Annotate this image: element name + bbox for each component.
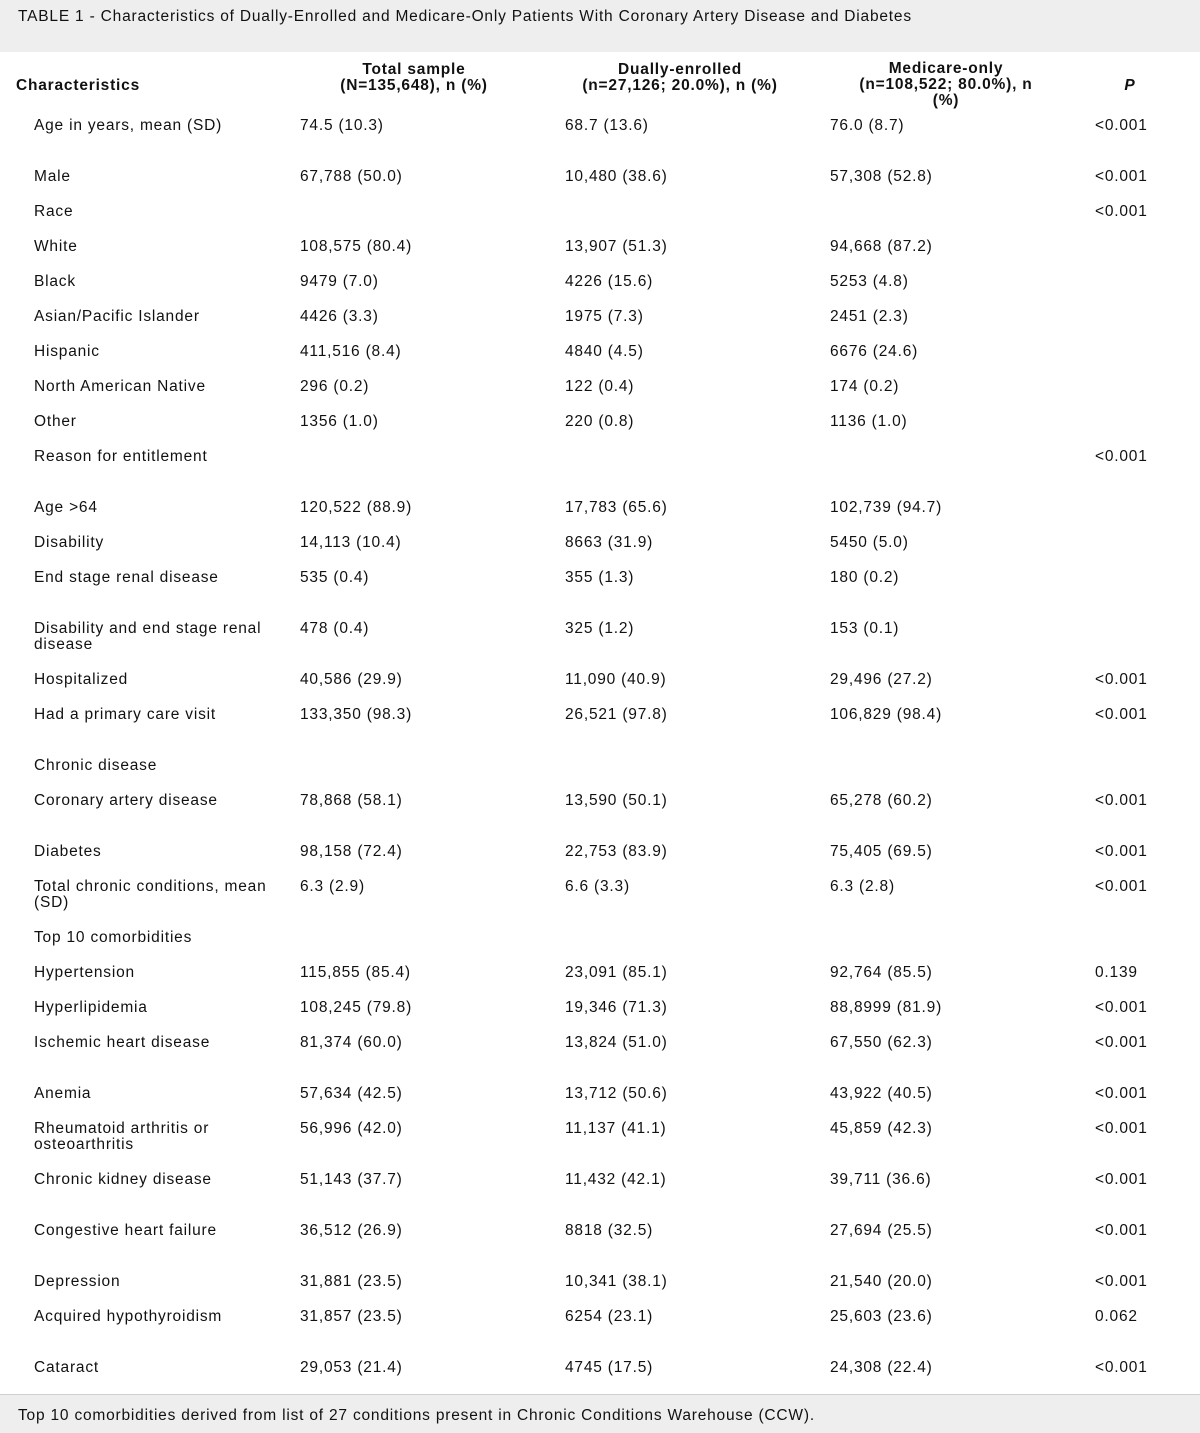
cell-label: Cataract — [34, 1359, 99, 1376]
header-total-sample — [300, 62, 528, 112]
cell-medicare: 43,922 (40.5) — [830, 1085, 933, 1102]
cell-p: <0.001 — [1095, 448, 1148, 465]
cell-p: <0.001 — [1095, 1222, 1148, 1239]
cell-medicare: 67,550 (62.3) — [830, 1034, 933, 1051]
cell-total: 478 (0.4) — [300, 620, 370, 637]
cell-label: White — [34, 238, 78, 255]
cell-total: 98,158 (72.4) — [300, 843, 403, 860]
cell-p: 0.139 — [1095, 964, 1138, 981]
cell-label: Asian/Pacific Islander — [34, 308, 200, 325]
cell-label: Male — [34, 168, 71, 185]
cell-label: Black — [34, 273, 76, 290]
cell-label: Hispanic — [34, 343, 100, 360]
header-total-line2: (N=135,648), n (%) — [340, 77, 488, 94]
cell-label: Chronic disease — [34, 757, 158, 774]
cell-total: 9479 (7.0) — [300, 273, 379, 290]
cell-dual: 13,907 (51.3) — [565, 238, 668, 255]
cell-total: 81,374 (60.0) — [300, 1034, 403, 1051]
cell-dual: 4745 (17.5) — [565, 1359, 654, 1376]
cell-total: 108,245 (79.8) — [300, 999, 413, 1016]
cell-total: 1356 (1.0) — [300, 413, 379, 430]
cell-p: 0.062 — [1095, 1308, 1138, 1325]
table-caption: TABLE 1 - Characteristics of Dually-Enrolled and Medicare-Only Patients With Coronary Artery Disease and Diabetes — [0, 0, 1200, 52]
cell-medicare: 94,668 (87.2) — [830, 238, 933, 255]
cell-dual: 325 (1.2) — [565, 620, 635, 637]
cell-label: Disability — [34, 534, 105, 551]
cell-medicare: 106,829 (98.4) — [830, 706, 943, 723]
cell-medicare: 57,308 (52.8) — [830, 168, 933, 185]
cell-total: 14,113 (10.4) — [300, 534, 402, 551]
cell-label: Congestive heart failure — [34, 1222, 217, 1239]
cell-dual: 11,137 (41.1) — [565, 1120, 667, 1137]
cell-dual: 17,783 (65.6) — [565, 499, 668, 516]
cell-total: 4426 (3.3) — [300, 308, 379, 325]
cell-total: 56,996 (42.0) — [300, 1120, 403, 1137]
cell-medicare: 92,764 (85.5) — [830, 964, 933, 981]
cell-total: 133,350 (98.3) — [300, 706, 413, 723]
header-characteristics: Characteristics — [16, 77, 141, 94]
cell-label: Other — [34, 413, 77, 430]
cell-medicare: 5253 (4.8) — [830, 273, 909, 290]
cell-p: <0.001 — [1095, 1171, 1148, 1188]
cell-p: <0.001 — [1095, 1359, 1148, 1376]
cell-dual: 8663 (31.9) — [565, 534, 654, 551]
cell-total: 535 (0.4) — [300, 569, 370, 586]
cell-label: End stage renal disease — [34, 569, 219, 586]
cell-p: <0.001 — [1095, 168, 1148, 185]
cell-total: 78,868 (58.1) — [300, 792, 403, 809]
cell-medicare: 6676 (24.6) — [830, 343, 919, 360]
header-medicare-only — [828, 61, 1064, 111]
header-med-line2: (n=108,522; 80.0%), n — [859, 76, 1033, 93]
cell-p: <0.001 — [1095, 1034, 1148, 1051]
cell-medicare: 29,496 (27.2) — [830, 671, 933, 688]
cell-label: Hospitalized — [34, 671, 129, 688]
cell-dual: 6254 (23.1) — [565, 1308, 654, 1325]
cell-label: Race — [34, 203, 74, 220]
cell-label: Reason for entitlement — [34, 448, 208, 465]
cell-label: Chronic kidney disease — [34, 1171, 212, 1188]
cell-label: Acquired hypothyroidism — [34, 1308, 223, 1325]
cell-dual: 22,753 (83.9) — [565, 843, 668, 860]
cell-medicare: 65,278 (60.2) — [830, 792, 933, 809]
cell-medicare: 25,603 (23.6) — [830, 1308, 933, 1325]
cell-total: 115,855 (85.4) — [300, 964, 411, 981]
cell-medicare: 88,8999 (81.9) — [830, 999, 943, 1016]
cell-total: 74.5 (10.3) — [300, 117, 384, 134]
cell-total: 120,522 (88.9) — [300, 499, 413, 516]
cell-dual: 26,521 (97.8) — [565, 706, 668, 723]
cell-label: Disability and end stage renal disease — [34, 620, 262, 653]
cell-total: 51,143 (37.7) — [300, 1171, 403, 1188]
cell-total: 296 (0.2) — [300, 378, 370, 395]
cell-dual: 23,091 (85.1) — [565, 964, 668, 981]
cell-total: 6.3 (2.9) — [300, 878, 365, 895]
cell-medicare: 24,308 (22.4) — [830, 1359, 933, 1376]
cell-label: Age in years, mean (SD) — [34, 117, 223, 134]
cell-total: 108,575 (80.4) — [300, 238, 413, 255]
cell-dual: 13,590 (50.1) — [565, 792, 668, 809]
cell-p: <0.001 — [1095, 878, 1148, 895]
cell-label: Top 10 comorbidities — [34, 929, 193, 946]
cell-medicare: 180 (0.2) — [830, 569, 900, 586]
cell-p: <0.001 — [1095, 843, 1148, 860]
cell-dual: 4840 (4.5) — [565, 343, 644, 360]
cell-dual: 13,712 (50.6) — [565, 1085, 668, 1102]
cell-medicare: 75,405 (69.5) — [830, 843, 933, 860]
cell-medicare: 2451 (2.3) — [830, 308, 909, 325]
cell-total: 411,516 (8.4) — [300, 343, 402, 360]
cell-p: <0.001 — [1095, 1120, 1148, 1137]
cell-label: Had a primary care visit — [34, 706, 216, 723]
cell-total: 40,586 (29.9) — [300, 671, 403, 688]
cell-dual: 10,480 (38.6) — [565, 168, 668, 185]
cell-label: Age >64 — [34, 499, 98, 516]
cell-label: Rheumatoid arthritis or osteoarthritis — [34, 1120, 210, 1153]
header-dually-enrolled — [548, 62, 812, 112]
cell-label: Anemia — [34, 1085, 92, 1102]
cell-medicare: 153 (0.1) — [830, 620, 900, 637]
header-dual-line1: Dually-enrolled — [618, 61, 742, 78]
cell-label: Hypertension — [34, 964, 135, 981]
cell-medicare: 1136 (1.0) — [830, 413, 908, 430]
cell-p: <0.001 — [1095, 1085, 1148, 1102]
cell-p: <0.001 — [1095, 1273, 1148, 1290]
cell-dual: 11,432 (42.1) — [565, 1171, 667, 1188]
cell-medicare: 174 (0.2) — [830, 378, 900, 395]
cell-dual: 10,341 (38.1) — [565, 1273, 668, 1290]
header-med-line3: (%) — [932, 92, 960, 109]
cell-dual: 68.7 (13.6) — [565, 117, 649, 134]
cell-medicare: 102,739 (94.7) — [830, 499, 943, 516]
cell-p: <0.001 — [1095, 671, 1148, 688]
cell-dual: 220 (0.8) — [565, 413, 635, 430]
cell-p: <0.001 — [1095, 999, 1148, 1016]
header-p-value: P — [1124, 77, 1136, 94]
cell-dual: 6.6 (3.3) — [565, 878, 630, 895]
cell-medicare: 39,711 (36.6) — [830, 1171, 932, 1188]
cell-dual: 122 (0.4) — [565, 378, 635, 395]
cell-total: 36,512 (26.9) — [300, 1222, 403, 1239]
cell-dual: 19,346 (71.3) — [565, 999, 668, 1016]
header-med-line1: Medicare-only — [888, 60, 1004, 77]
cell-label: Depression — [34, 1273, 121, 1290]
cell-p: <0.001 — [1095, 117, 1148, 134]
cell-label: Hyperlipidemia — [34, 999, 148, 1016]
cell-medicare: 45,859 (42.3) — [830, 1120, 933, 1137]
cell-dual: 11,090 (40.9) — [565, 671, 667, 688]
cell-dual: 355 (1.3) — [565, 569, 635, 586]
cell-medicare: 5450 (5.0) — [830, 534, 909, 551]
cell-label: North American Native — [34, 378, 206, 395]
cell-dual: 8818 (32.5) — [565, 1222, 654, 1239]
cell-dual: 4226 (15.6) — [565, 273, 654, 290]
cell-total: 29,053 (21.4) — [300, 1359, 403, 1376]
header-dual-line2: (n=27,126; 20.0%), n (%) — [582, 77, 778, 94]
cell-dual: 1975 (7.3) — [565, 308, 644, 325]
cell-label: Diabetes — [34, 843, 102, 860]
cell-p: <0.001 — [1095, 203, 1148, 220]
cell-medicare: 6.3 (2.8) — [830, 878, 895, 895]
header-total-line1: Total sample — [362, 61, 466, 78]
cell-total: 67,788 (50.0) — [300, 168, 403, 185]
cell-total: 31,881 (23.5) — [300, 1273, 403, 1290]
cell-label: Total chronic conditions, mean (SD) — [34, 878, 267, 911]
table-footnote: Top 10 comorbidities derived from list of 27 conditions present in Chronic Conditions Warehouse (CCW). — [0, 1394, 1200, 1433]
cell-label: Ischemic heart disease — [34, 1034, 211, 1051]
cell-p: <0.001 — [1095, 792, 1148, 809]
cell-medicare: 27,694 (25.5) — [830, 1222, 933, 1239]
cell-total: 57,634 (42.5) — [300, 1085, 403, 1102]
cell-p: <0.001 — [1095, 706, 1148, 723]
cell-medicare: 21,540 (20.0) — [830, 1273, 933, 1290]
cell-medicare: 76.0 (8.7) — [830, 117, 905, 134]
cell-label: Coronary artery disease — [34, 792, 218, 809]
cell-dual: 13,824 (51.0) — [565, 1034, 668, 1051]
cell-total: 31,857 (23.5) — [300, 1308, 403, 1325]
